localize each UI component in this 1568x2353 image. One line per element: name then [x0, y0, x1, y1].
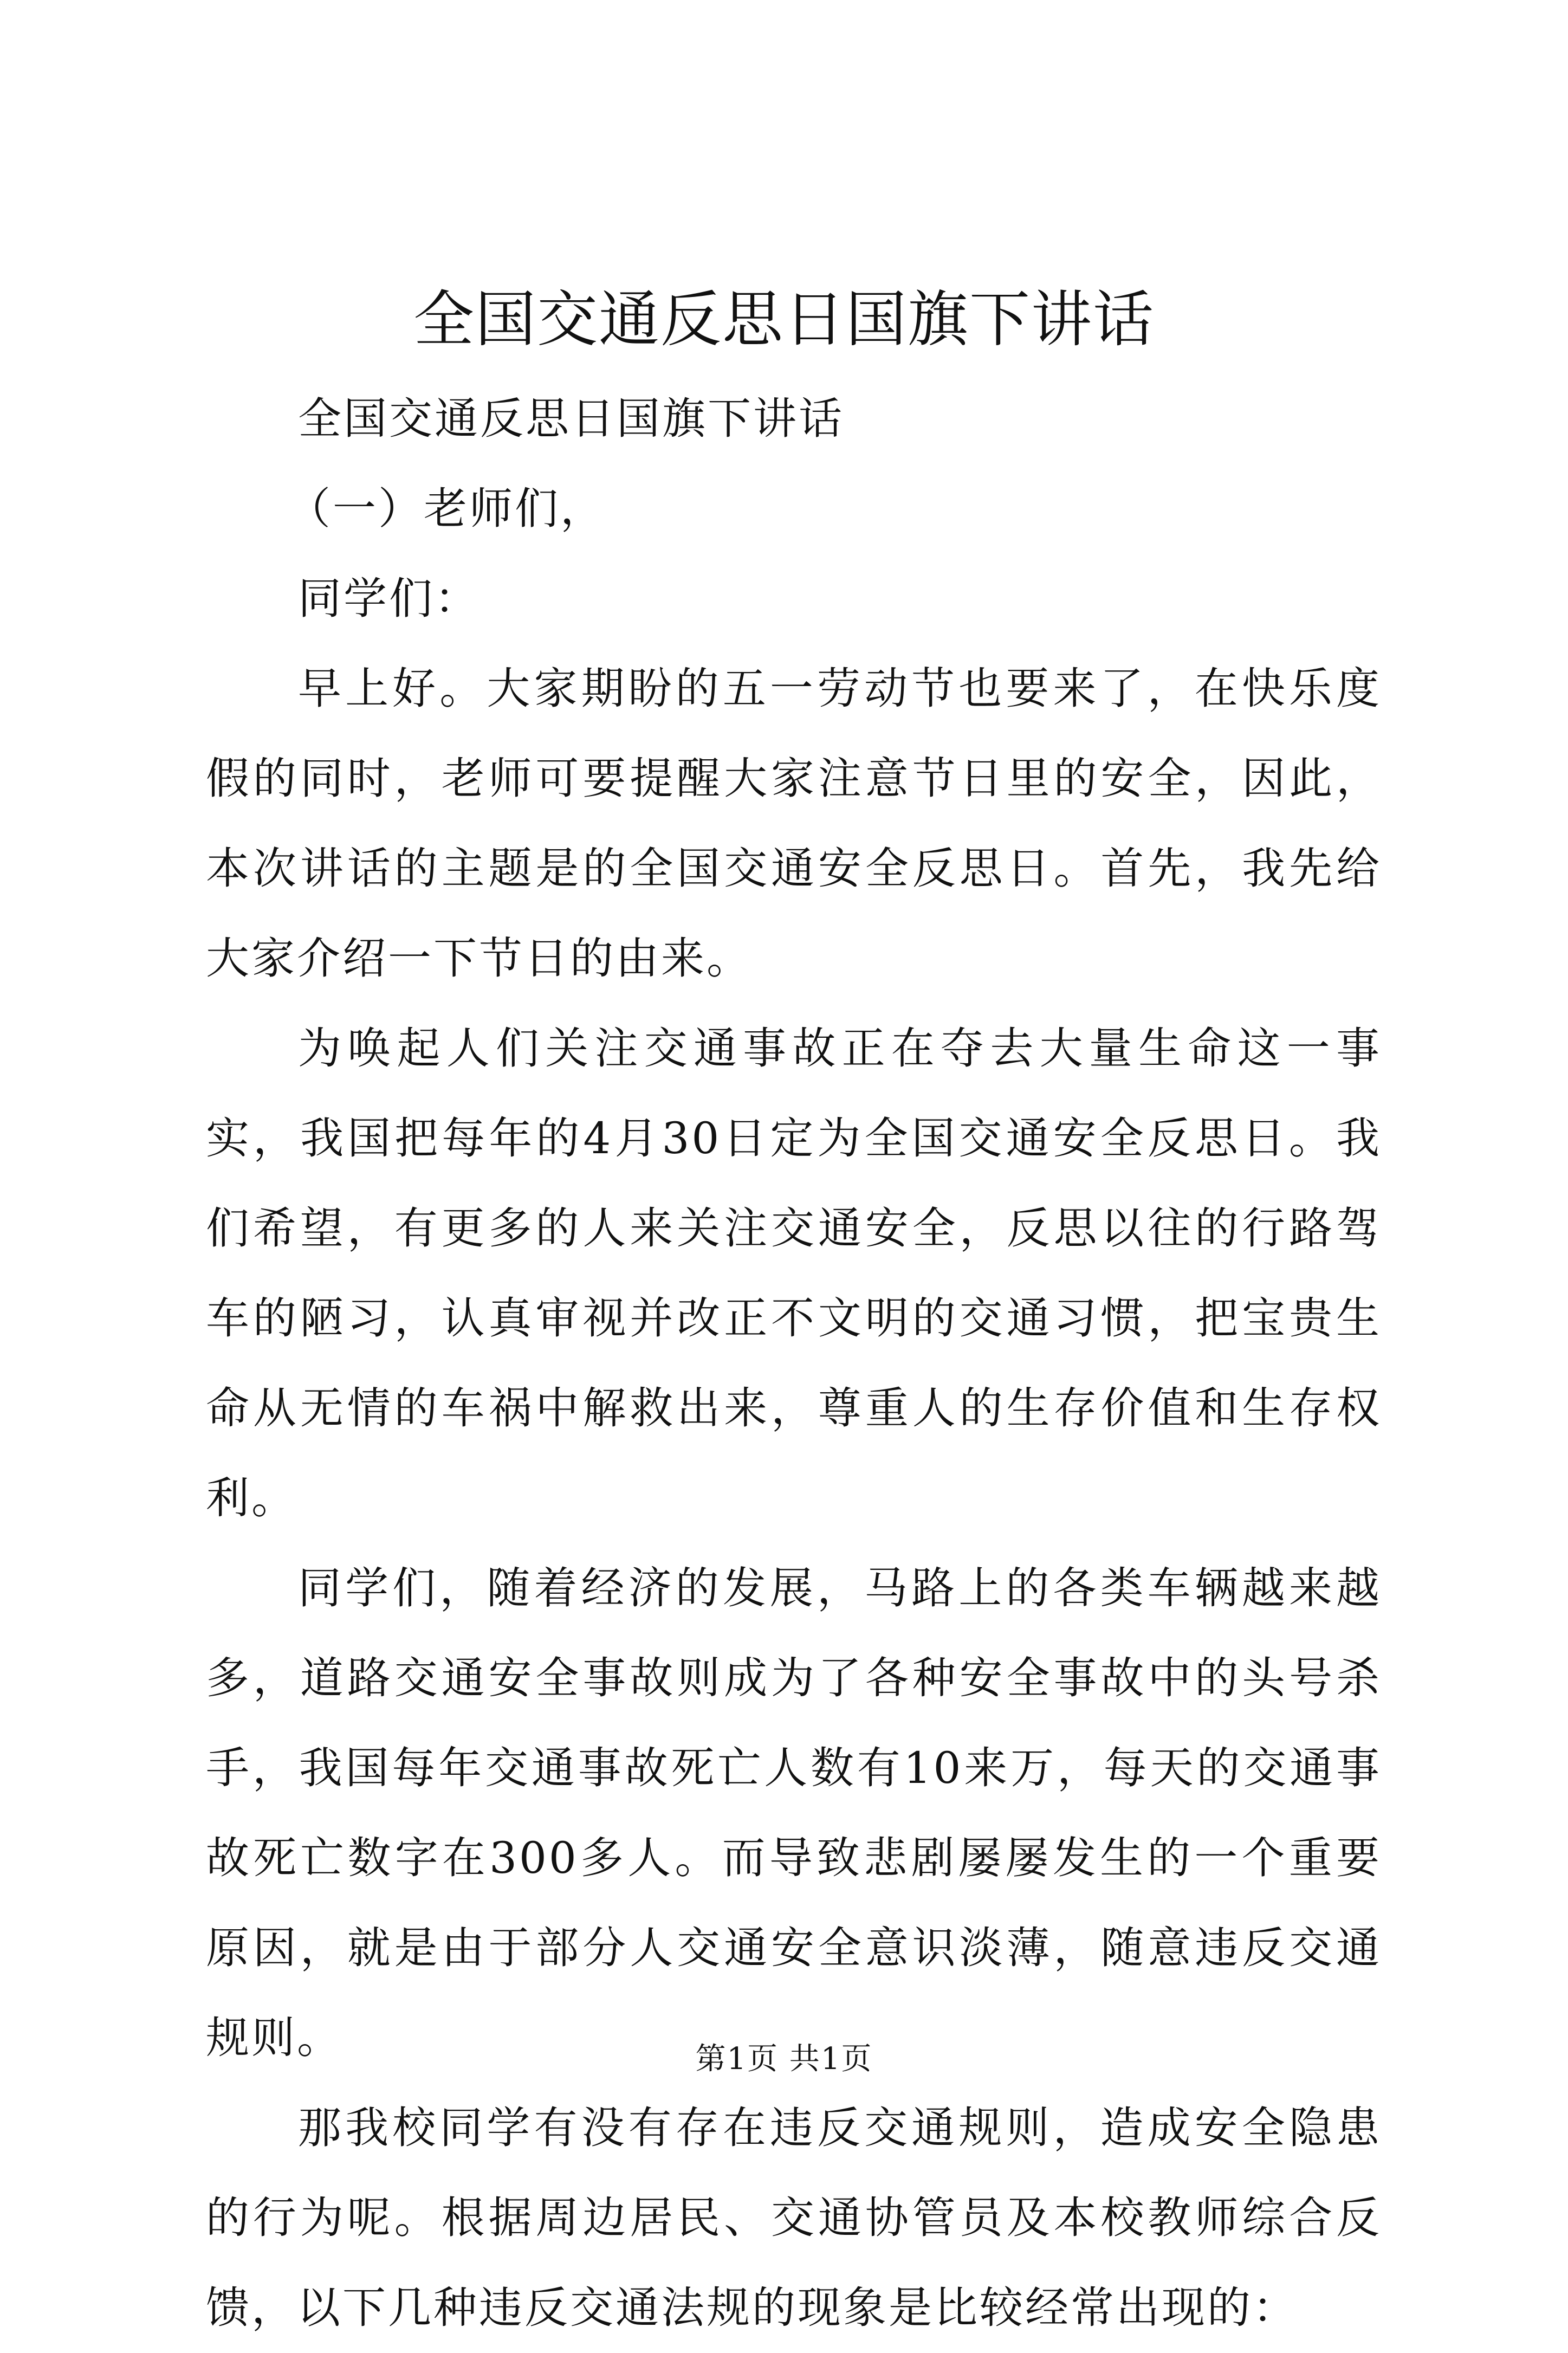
paragraph-subtitle: 全国交通反思日国旗下讲话 — [298, 393, 844, 444]
page-footer: 第1页 共1页 — [695, 2041, 873, 2077]
paragraph-salutation-teachers: （一）老师们， — [287, 483, 606, 534]
paragraph: 同学们，随着经济的发展，马路上的各类车辆越来越多，道路交通安全事故则成为了各种安全事故中的头号杀手，我国每年交通事故死亡人数有10来万，每天的交通事故死亡数字在300多人。而导致悲剧屡屡发生的一个重要原因，就是由于部分人交通安全意识淡薄，随意违反交通规则。 — [206, 1563, 1382, 2063]
paragraph: 那我校同学有没有存在违反交通规则，造成安全隐患的行为呢。根据周边居民、交通协管员及本校教师综合反馈，以下几种违反交通法规的现象是比较经常出现的： — [206, 2103, 1382, 2333]
paragraph: 为唤起人们关注交通事故正在夺去大量生命这一事实，我国把每年的4月30日定为全国交通安全反思日。我们希望，有更多的人来关注交通安全，反思以往的行路驾车的陋习，认真审视并改正不文明的交通习惯，把宝贵生命从无情的车祸中解救出来，尊重人的生存价值和生存权利。 — [206, 1023, 1382, 1523]
paragraph: 早上好。大家期盼的五一劳动节也要来了，在快乐度假的同时，老师可要提醒大家注意节日里的安全，因此，本次讲话的主题是的全国交通安全反思日。首先，我先给大家介绍一下节日的由来。 — [206, 663, 1382, 984]
document-title: 全国交通反思日国旗下讲话 — [413, 285, 1155, 355]
paragraph-salutation-students: 同学们： — [298, 573, 480, 624]
